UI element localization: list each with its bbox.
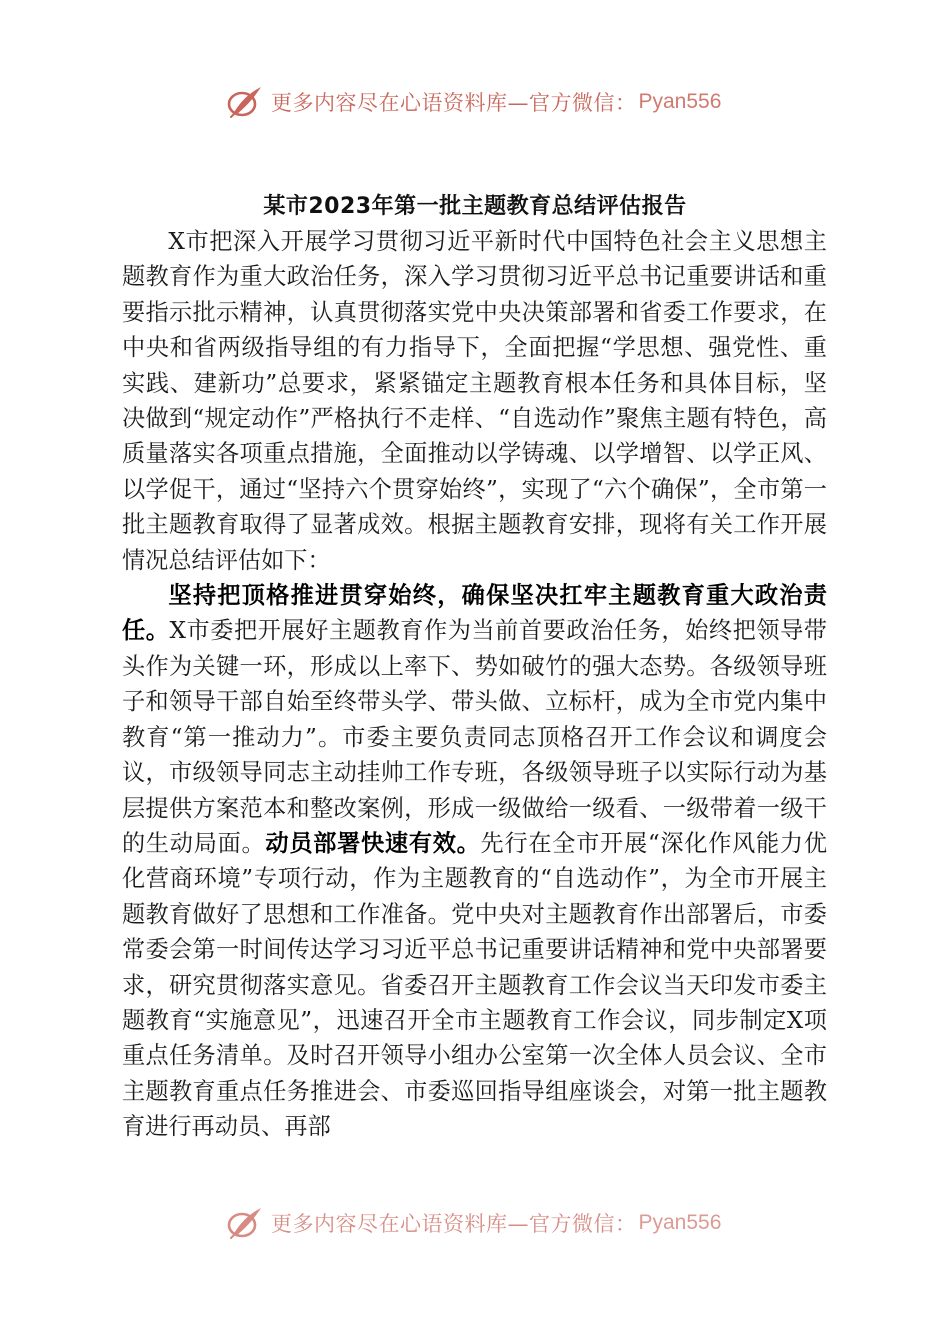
intro-paragraph: X市把深入开展学习贯彻习近平新时代中国特色社会主义思想主题教育作为重大政治任务，深入学习贯彻习近平总书记重要讲话和重要指示批示精神，认真贯彻落实党中央决策部署和省委工作要求，在中央和省两级指导组的有力指导下，全面把握“学思想、强党性、重实践、建新功”总要求，紧紧锚定主题教育根本任务和具体目标，坚决做到“规定动作”严格执行不走样、“自选动作”聚焦主题有特色，高质量落实各项重点措施，全面推动以学铸魂、以学增智、以学正风、以学促干，通过“坚持六个贯穿始终”，实现了“六个确保”，全市第一批主题教育取得了显著成效。根据主题教育安排，现将有关工作开展情况总结评估如下： — [122, 228, 827, 574]
subsection-heading: 动员部署快速有效。 — [265, 829, 481, 857]
watermark-text: 更多内容尽在心语资料库—官方微信： — [271, 1212, 637, 1236]
section-text: X市委把开展好主题教育作为当前首要政治任务，始终把领导带头作为关键一环，形成以上率下、势如破竹的强大态势。各级领导班子和领导干部自始至终带头学、带头做、立标杆，成为全市党内集中教育“第一推动力”。市委主要负责同志顶格召开工作会议和调度会议，市级领导同志主动挂帅工作专班，各级领导班子以实际行动为基层提供方案范本和整改案例，形成一级做给一级看、一级带着一级干的生动局面。 — [122, 617, 827, 857]
quill-logo-icon — [225, 84, 265, 120]
watermark-text: 更多内容尽在心语资料库—官方微信： — [271, 91, 637, 115]
section-heading: 坚持把顶格推进贯穿始终，确保坚决扛牢主题教育重大政治责任。 — [122, 582, 827, 645]
document-body — [122, 224, 827, 1145]
watermark-header — [225, 82, 745, 122]
section-paragraph — [122, 578, 827, 1145]
document-title: 某市2023年第一批主题教育总结评估报告 — [263, 194, 687, 219]
quill-logo-icon — [225, 1205, 265, 1241]
watermark-wechat-id: Pyan556 — [638, 1211, 722, 1234]
watermark-footer — [225, 1203, 745, 1243]
watermark-wechat-id: Pyan556 — [638, 90, 722, 113]
subsection-text: 先行在全市开展“深化作风能力优化营商环境”专项行动，作为主题教育的“自选动作”，为全市开展主题教育做好了思想和工作准备。党中央对主题教育作出部署后，市委常委会第一时间传达学习习近平总书记重要讲话精神和党中央部署要求，研究贯彻落实意见。省委召开主题教育工作会议当天印发市委主题教育“实施意见”，迅速召开全市主题教育工作会议，同步制定X项重点任务清单。及时召开领导小组办公室第一次全体人员会议、全市主题教育重点任务推进会、市委巡回指导组座谈会，对第一批主题教育进行再动员、再部 — [122, 829, 828, 1141]
